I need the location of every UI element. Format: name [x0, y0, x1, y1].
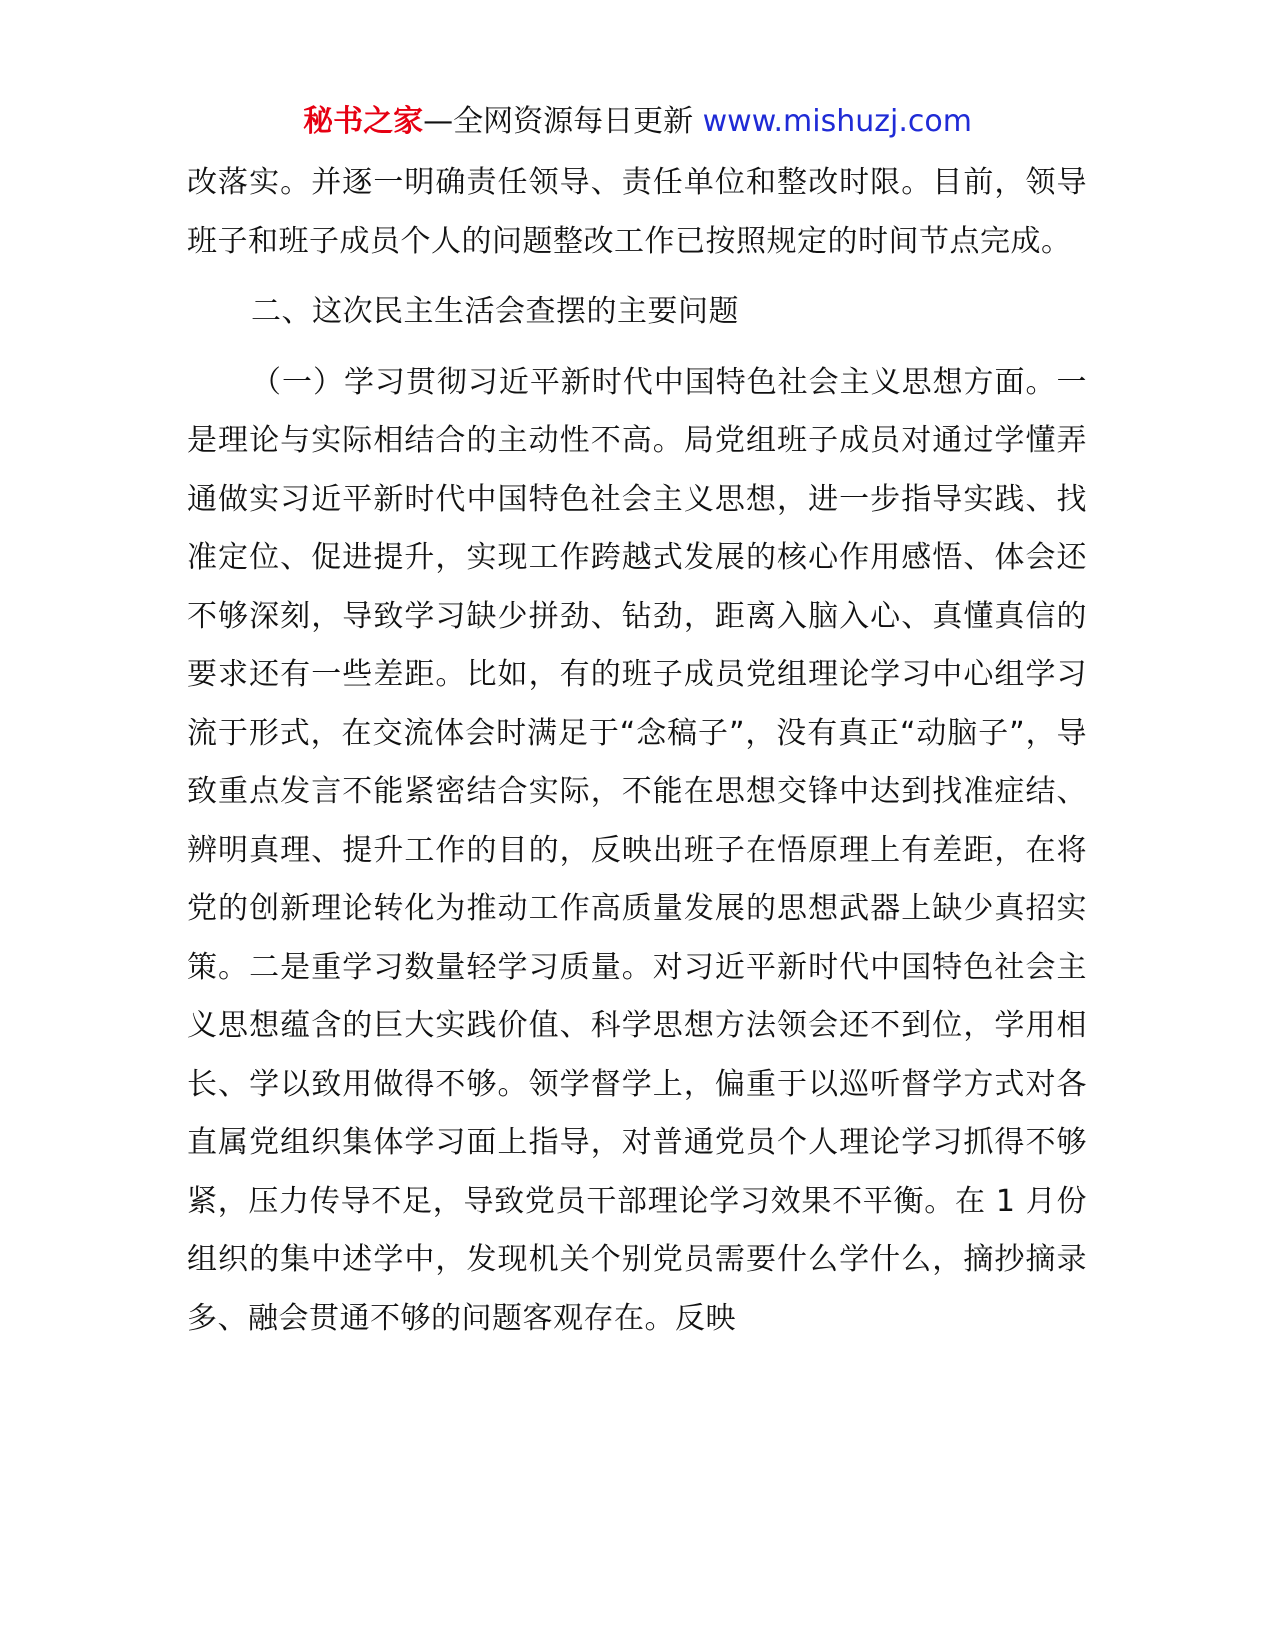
section-heading: 二、这次民主生活会查摆的主要问题 [251, 294, 739, 329]
paragraph-continuation: 改落实。并逐一明确责任领导、责任单位和整改时限。目前，领导班子和班子成员个人的问题整改工作已按照规定的时间节点完成。 [187, 165, 1087, 259]
site-header [0, 100, 1275, 144]
site-brand: 秘书之家 [303, 104, 424, 139]
document-body [187, 154, 1087, 1348]
site-tagline: —全网资源每日更新 [423, 104, 703, 139]
paragraph-section-one: （一）学习贯彻习近平新时代中国特色社会主义思想方面。一是理论与实际相结合的主动性不高。局党组班子成员对通过学懂弄通做实习近平新时代中国特色社会主义思想，进一步指导实践、找准定位、促进提升，实现工作跨越式发展的核心作用感悟、体会还不够深刻，导致学习缺少拼劲、钻劲，距离入脑入心、真懂真信的要求还有一些差距。比如，有的班子成员党组理论学习中心组学习流于形式，在交流体会时满足于“念稿子”，没有真正“动脑子”，导致重点发言不能紧密结合实际，不能在思想交锋中达到找准症结、辨明真理、提升工作的目的，反映出班子在悟原理上有差距，在将党的创新理论转化为推动工作高质量发展的思想武器上缺少真招实策。二是重学习数量轻学习质量。对习近平新时代中国特色社会主义思想蕴含的巨大实践价值、科学思想方法领会还不到位，学用相长、学以致用做得不够。领学督学上，偏重于以巡听督学方式对各直属党组织集体学习面上指导，对普通党员个人理论学习抓得不够紧，压力传导不足，导致党员干部理论学习效果不平衡。在 1 月份组织的集中述学中，发现机关个别党员需要什么学什么，摘抄摘录多、融会贯通不够的问题客观存在。反映 [187, 364, 1087, 1336]
site-url-link[interactable]: www.mishuzj.com [702, 104, 972, 139]
